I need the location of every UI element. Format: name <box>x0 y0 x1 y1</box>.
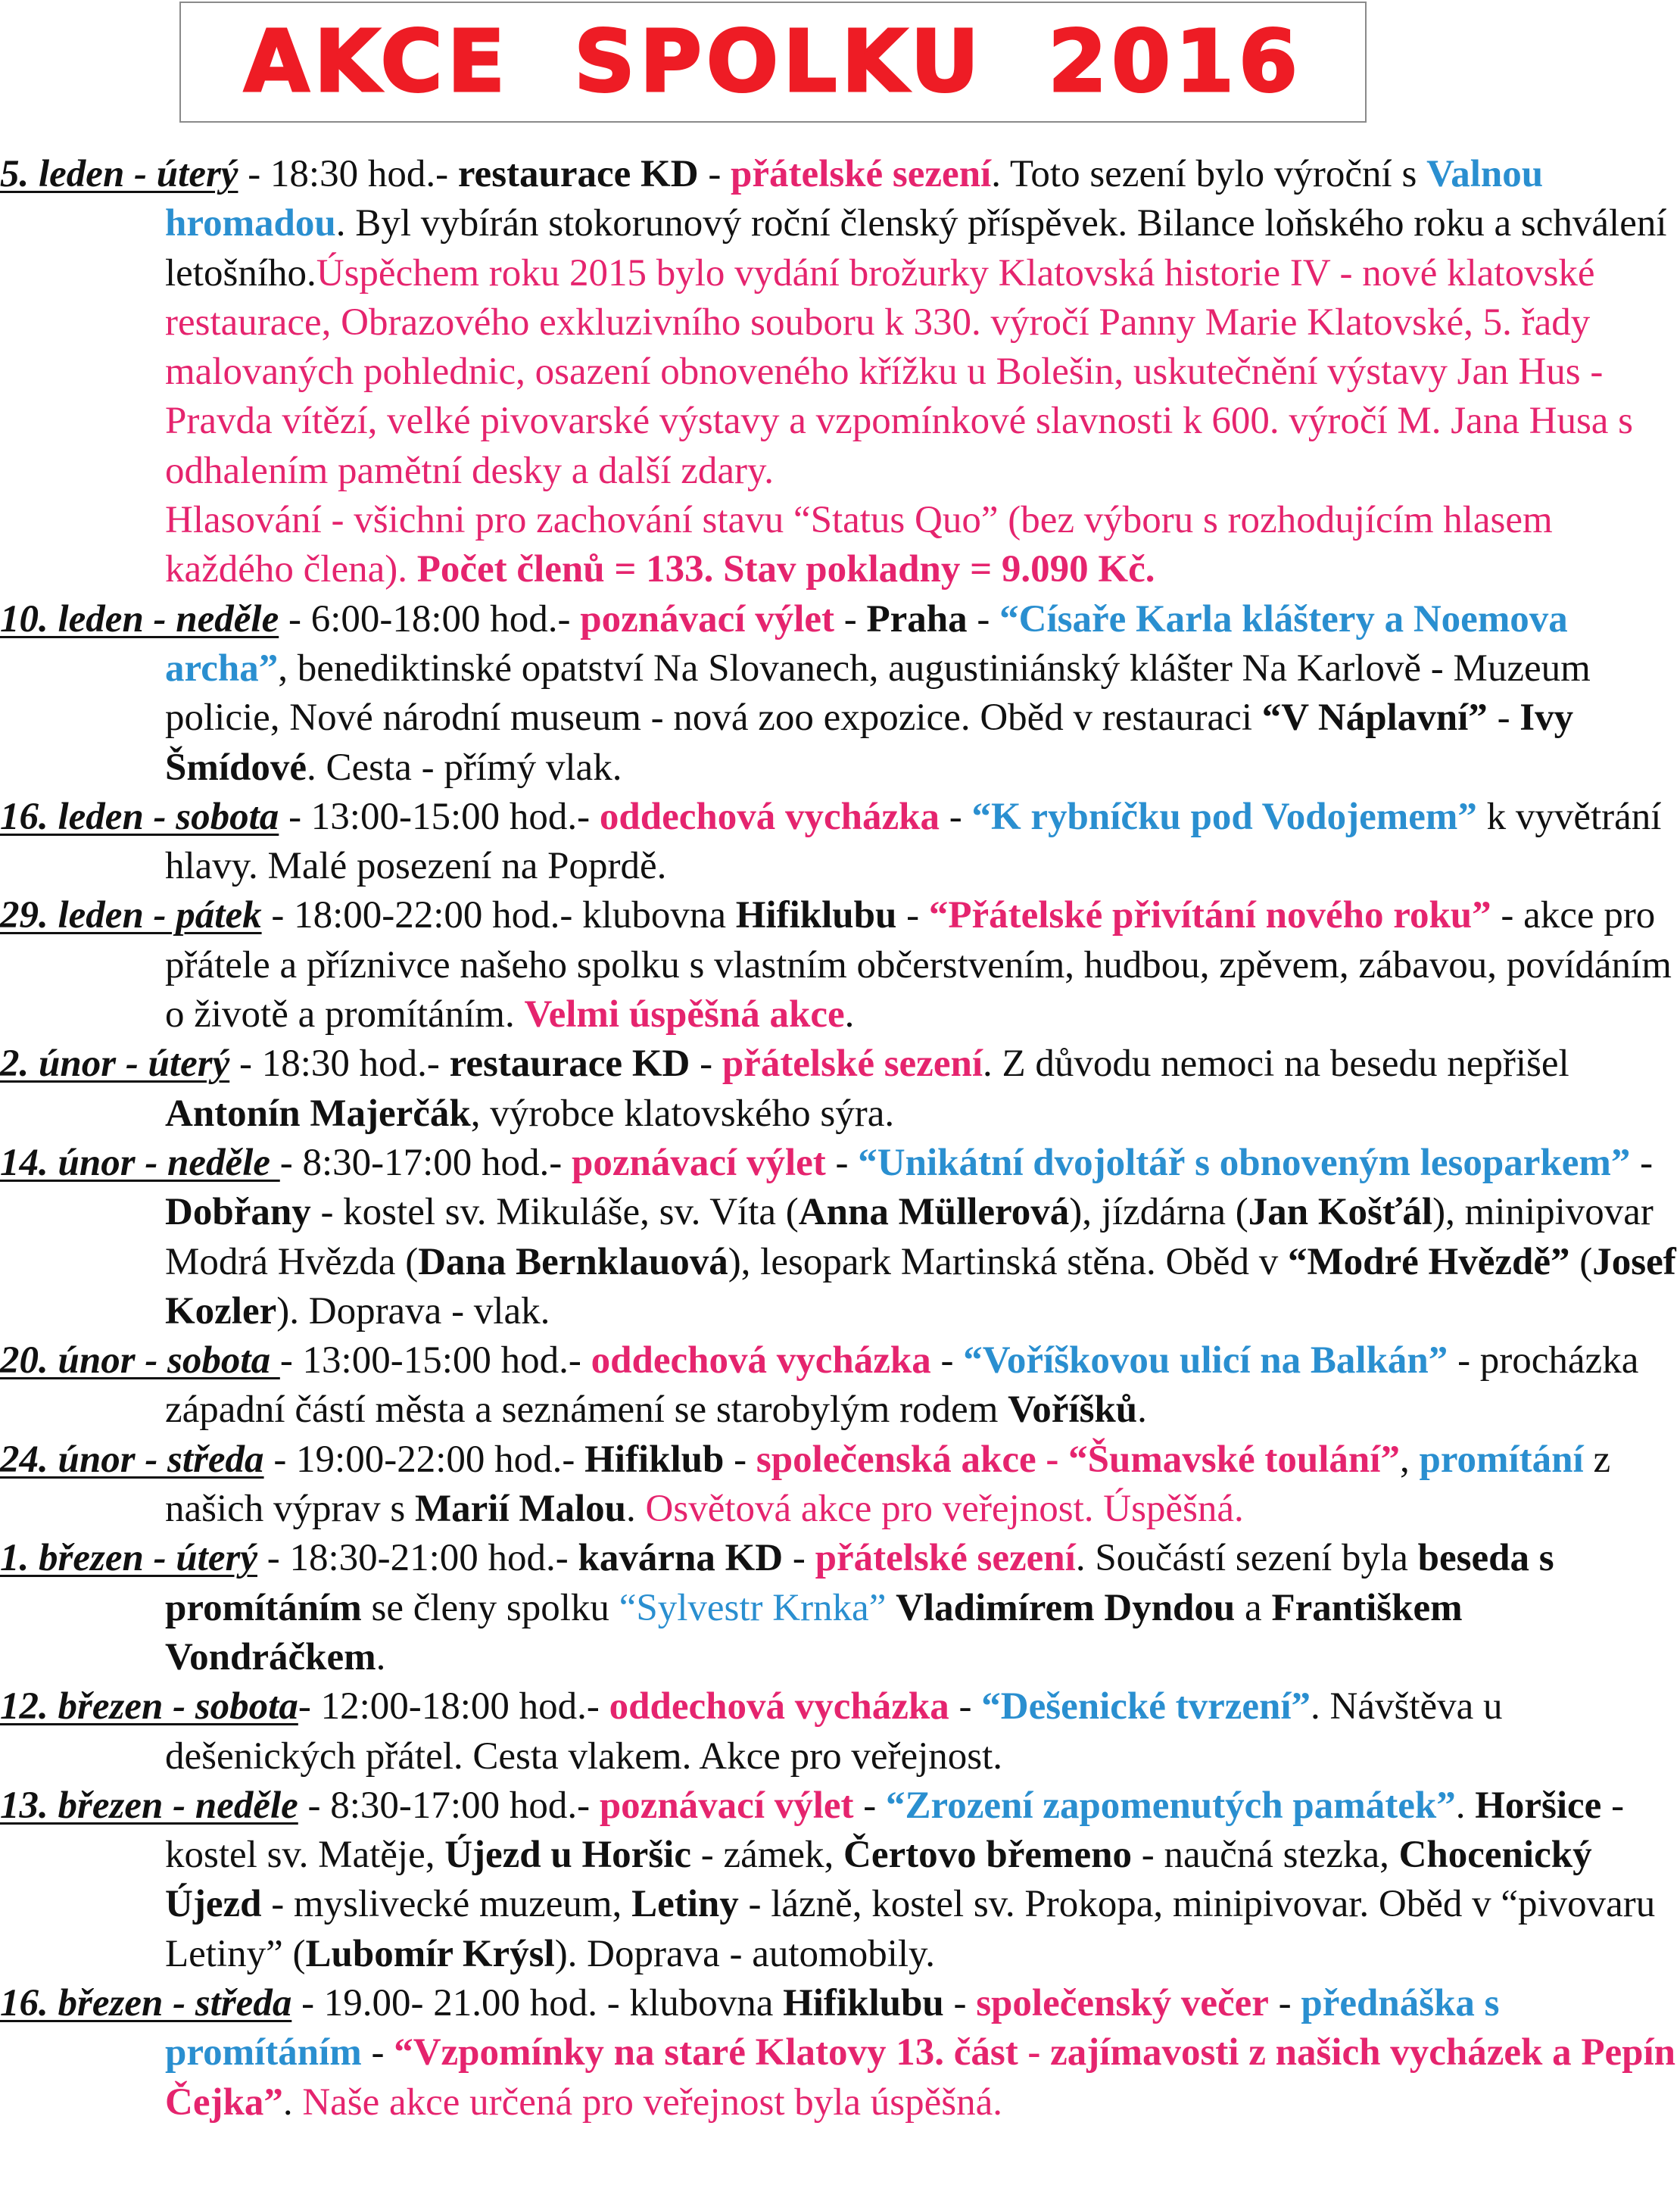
event-place: Hifiklub <box>584 1438 725 1481</box>
event-person: Anna Müllerová <box>798 1191 1070 1234</box>
event-text: - lázně, kostel sv. Prokopa, minipivovar. Oběd v “pivovaru Letiny” ( <box>165 1883 1656 1975</box>
event-date: 10. leden - neděle <box>0 597 279 641</box>
event-result: Velmi úspěšná akce <box>524 993 845 1036</box>
event-text: ), jízdárna ( <box>1069 1191 1248 1234</box>
event-date: 2. únor - úterý <box>0 1043 230 1086</box>
event-date: 1. březen - úterý <box>0 1537 257 1580</box>
event-text: se členy spolku <box>361 1586 619 1629</box>
event-entry <box>0 1039 1680 1139</box>
event-text: . <box>282 2080 303 2124</box>
event-text: - <box>1036 1438 1069 1481</box>
event-person: Josef Kozler <box>165 1240 1676 1332</box>
event-text: - 18:30 hod.- <box>238 153 458 195</box>
event-text: . <box>626 1488 646 1531</box>
event-type: oddechová vycházka <box>609 1685 949 1728</box>
event-text: - <box>724 1438 756 1481</box>
event-entry <box>0 595 1680 793</box>
event-type: poznávací výlet <box>599 1784 854 1827</box>
event-text: - <box>853 1784 887 1827</box>
event-name: “Zrození zapomenutých památek” <box>886 1784 1456 1827</box>
event-date: 12. březen - sobota <box>0 1685 298 1728</box>
event-place: Letiny <box>631 1883 739 1926</box>
event-text: . Toto sezení bylo výroční s <box>991 153 1427 195</box>
event-text: - kostel sv. Mikuláše, sv. Víta ( <box>310 1191 799 1234</box>
event-text: - naučná stezka, <box>1132 1834 1399 1877</box>
event-highlight: “V Náplavní” <box>1261 697 1488 740</box>
event-text: - 8:30-17:00 hod.- <box>279 1141 572 1184</box>
event-type: přátelské sezení <box>731 153 992 195</box>
event-text: - <box>896 894 929 937</box>
event-list <box>0 150 1680 2127</box>
event-place: restaurace KD <box>457 153 699 195</box>
event-type: oddechová vycházka <box>599 795 940 838</box>
event-name: “Dešenické tvrzení” <box>981 1685 1311 1728</box>
event-name: “Voříškovou ulicí na Balkán” <box>963 1339 1448 1382</box>
event-text: . <box>376 1635 386 1678</box>
event-person: Jan Košťál <box>1248 1191 1433 1234</box>
event-text: - 13:00-15:00 hod.- <box>279 1339 591 1382</box>
event-text: k vyvětrání hlavy. Malé posezení na Poprdě. <box>165 795 1662 888</box>
event-text: - akce pro přátele a příznivce našeho spolku s vlastním občerstvením, hudbou, zpěvem, zábavou, povídáním o životě a promítáním. <box>165 894 1672 1036</box>
event-person: Marií Malou <box>415 1488 627 1531</box>
event-date: 29. leden - pátek <box>0 894 262 937</box>
event-type: přátelské sezení <box>722 1043 983 1086</box>
event-text: z našich výprav s <box>165 1438 1611 1531</box>
event-text: - <box>943 1981 977 2024</box>
event-entry <box>0 1336 1680 1435</box>
event-date: 5. leden - úterý <box>0 153 238 195</box>
event-highlight: “Modré Hvězdě” <box>1288 1240 1570 1283</box>
event-text: - 13:00-15:00 hod.- <box>279 795 600 838</box>
event-place: Dobřany <box>165 1191 311 1234</box>
event-text: - 6:00-18:00 hod.- <box>279 597 581 641</box>
event-place: Hifiklubu <box>783 1981 944 2024</box>
event-entry <box>0 1979 1680 2127</box>
event-type: oddechová vycházka <box>591 1339 931 1382</box>
event-name: “Vzpomínky na staré Klatovy 13. část - zajímavosti z našich vycházek a Pepín Čejka” <box>165 2031 1676 2124</box>
event-entry <box>0 1534 1680 1682</box>
event-text: - procházka západní částí města a seznámení se starobylým rodem <box>165 1339 1639 1432</box>
event-text: - <box>1630 1141 1654 1184</box>
event-place: Horšice <box>1475 1784 1602 1827</box>
event-text: . Z důvodu nemoci na besedu nepřišel <box>983 1043 1569 1086</box>
event-text: - <box>825 1141 859 1184</box>
event-success-note: Úspěchem roku 2015 bylo vydání brožurky Klatovská historie IV - nové klatovské restaurace, Obrazového exkluzivního souboru k 330. výročí Panny Marie Klatovské, 5. řady malovaných pohlednic, osazení obnoveného křížku u Bolešin, uskutečnění výstavy Jan Hus - Pravda vítězí, velké pivovarské výstavy a vzpomínkové slavnosti k 600. výročí M. Jana Husa s odhalením pamětní desky a další zdary. <box>165 251 1634 492</box>
event-text: . Návštěva u dešenických přátel. Cesta vlakem. Akce pro veřejnost. <box>165 1685 1503 1778</box>
event-entry <box>0 793 1680 892</box>
page-title: AKCE SPOLKU 2016 <box>244 13 1302 111</box>
event-text: - 18:30-21:00 hod.- <box>257 1537 578 1580</box>
event-highlight: beseda s promítáním <box>165 1537 1554 1629</box>
event-date: 16. březen - středa <box>0 1981 292 2024</box>
event-text: - myslivecké muzeum, <box>261 1883 632 1926</box>
event-name: “Císaře Karla kláštery a Noemova archa” <box>165 597 1568 690</box>
event-type: přátelské sezení <box>815 1537 1076 1580</box>
event-text: , benediktinské opatství Na Slovanech, augustiniánský klášter Na Karlově - Muzeum policie, Nové národní museum - nová zoo expozice. Oběd v restauraci <box>165 647 1591 740</box>
event-date: 24. únor - středa <box>0 1438 264 1481</box>
event-text: ), lesopark Martinská stěna. Oběd v <box>728 1240 1289 1283</box>
event-place: Chocenický Újezd <box>165 1834 1592 1926</box>
event-text: - <box>690 1043 722 1086</box>
event-text: - 19:00-22:00 hod.- <box>263 1438 585 1481</box>
event-place: restaurace KD <box>449 1043 690 1086</box>
event-text: ). Doprava - vlak. <box>276 1289 550 1332</box>
event-name: “Unikátní dvojoltář s obnoveným lesoparkem” <box>858 1141 1631 1184</box>
event-club: “Sylvestr Krnka” <box>619 1586 887 1629</box>
event-text: ). Doprava - automobily. <box>554 1932 935 1975</box>
event-entry <box>0 1781 1680 1979</box>
event-text: . Byl vybírán stokorunový roční členský příspěvek. Bilance loňského roku a schválení letošního. <box>165 202 1667 295</box>
event-person: Vladimírem Dyndou <box>896 1586 1236 1629</box>
event-person: Ivy Šmídové <box>165 697 1574 789</box>
event-text: . Cesta - přímý vlak. <box>307 746 622 789</box>
event-person: Lubomír Krýsl <box>305 1932 555 1975</box>
event-place: Praha <box>866 597 968 641</box>
event-result: Naše akce určená pro veřejnost byla úspěšná. <box>302 2080 1003 2124</box>
event-text: , výrobce klatovského sýra. <box>470 1092 895 1135</box>
event-text: - <box>1487 697 1520 740</box>
event-text: - 18:00-22:00 hod.- klubovna <box>261 894 736 937</box>
event-text: , <box>1399 1438 1420 1481</box>
event-text: - 12:00-18:00 hod.- <box>298 1685 609 1728</box>
event-person: Dana Bernklauová <box>418 1240 728 1283</box>
event-place: Újezd u Horšic <box>444 1834 691 1877</box>
event-text: - 18:30 hod.- <box>229 1043 450 1086</box>
event-text: a <box>1235 1586 1272 1629</box>
event-text: . Součástí sezení byla <box>1075 1537 1418 1580</box>
event-text: - <box>949 1685 982 1728</box>
event-entry <box>0 1435 1680 1535</box>
event-highlight: Voříšků <box>1008 1389 1138 1432</box>
event-type: společenský večer <box>976 1981 1269 2024</box>
event-text: - kostel sv. Matěje, <box>165 1784 1625 1877</box>
event-text <box>886 1587 896 1629</box>
event-person: Františkem Vondráčkem <box>165 1586 1463 1678</box>
event-date: 14. únor - neděle <box>0 1141 280 1184</box>
event-text: ( <box>1569 1240 1593 1283</box>
event-highlight: přednáška s promítáním <box>165 1981 1500 2074</box>
event-date: 20. únor - sobota <box>0 1339 280 1382</box>
event-text: - <box>783 1537 815 1580</box>
event-stats: Počet členů = 133. Stav pokladny = 9.090 Kč. <box>416 548 1155 591</box>
event-type: poznávací výlet <box>572 1141 826 1184</box>
event-text: - <box>967 597 1000 641</box>
event-text: - zámek, <box>690 1834 844 1877</box>
event-text: ), minipivovar Modrá Hvězda ( <box>165 1191 1654 1283</box>
event-text: . <box>844 993 855 1036</box>
event-highlight: promítání <box>1419 1438 1584 1481</box>
event-place: kavárna KD <box>578 1537 784 1580</box>
event-text: - <box>698 153 731 195</box>
event-name: “K rybníčku pod Vodojemem” <box>971 795 1477 838</box>
title-banner <box>179 2 1367 123</box>
event-text: - <box>939 795 972 838</box>
event-entry <box>0 1682 1680 1781</box>
event-name: “Přátelské přivítání nového roku” <box>928 894 1491 937</box>
event-text: - <box>834 597 867 641</box>
event-place: Hifiklubu <box>735 894 897 937</box>
event-vote-note: Hlasování - všichni pro zachování stavu “Status Quo” (bez výboru s rozhodujícím hlasem každého člena). <box>165 499 1553 591</box>
event-type: společenská akce <box>756 1438 1036 1481</box>
event-text: - <box>930 1339 964 1382</box>
event-text: . <box>1137 1389 1147 1432</box>
event-public-note: Osvětová akce pro veřejnost. Úspěšná. <box>645 1488 1244 1531</box>
event-type: poznávací výlet <box>580 597 834 641</box>
event-text: - 8:30-17:00 hod.- <box>298 1784 600 1827</box>
event-entry <box>0 150 1680 595</box>
event-text: - 19.00- 21.00 hod. - klubovna <box>291 1981 784 2024</box>
event-name: “Šumavské toulání” <box>1068 1438 1400 1481</box>
event-place: Čertovo břemeno <box>843 1834 1133 1877</box>
event-highlight: Valnou hromadou <box>165 153 1544 245</box>
event-text: . <box>1455 1784 1476 1827</box>
event-text: - <box>1268 1981 1301 2024</box>
event-date: 13. březen - neděle <box>0 1784 298 1827</box>
event-entry <box>0 891 1680 1039</box>
event-text: - <box>361 2031 394 2074</box>
event-entry <box>0 1139 1680 1336</box>
event-person: Antonín Majerčák <box>165 1092 471 1135</box>
event-date: 16. leden - sobota <box>0 795 279 838</box>
